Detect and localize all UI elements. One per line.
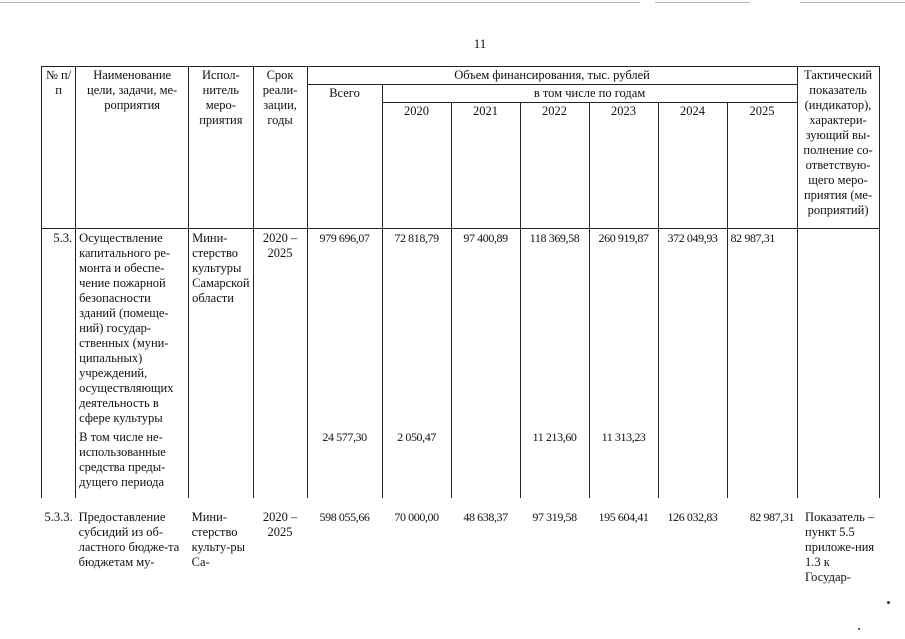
row-executor — [189, 428, 253, 498]
row-value-2025 — [727, 428, 797, 498]
row-indicator: Показатель – пункт 5.5 приложе-ния 1.3 к Государ- — [805, 510, 875, 584]
row-value-2021 — [451, 428, 520, 498]
row-num: 5.3. — [42, 229, 76, 429]
header-year-2020: 2020 — [382, 103, 451, 229]
header-indicator: Тактический показатель (индикатор), характери-зующий вы-полнение со-ответствую-щего меро-приятия (ме-роприятий) — [797, 67, 879, 229]
row-name: Предоставление субсидий из об-ластного бюдже-та бюджетам му- — [78, 510, 180, 569]
row-total: 598 055,66 — [319, 510, 370, 524]
header-year-2022: 2022 — [520, 103, 589, 229]
row-term: 2020 – 2025 — [253, 229, 307, 429]
row-total: 24 577,30 — [307, 428, 382, 498]
row-value-2025: 82 987,31 — [749, 510, 795, 524]
row-value-2023: 260 919,87 — [589, 229, 658, 429]
top-rule-mid — [655, 2, 750, 3]
funding-table — [41, 66, 880, 588]
header-total: Всего — [307, 85, 382, 229]
header-name: Наименование цели, задачи, ме-роприятия — [76, 67, 189, 229]
row-value-2022: 11 213,60 — [520, 428, 589, 498]
row-value-2024: 372 049,93 — [658, 229, 727, 429]
page-number: 11 — [473, 36, 487, 51]
row-total: 979 696,07 — [307, 229, 382, 429]
row-num: 5.3.3. — [44, 510, 73, 524]
row-term: 2020 – 2025 — [262, 510, 298, 539]
header-term: Срок реали-зации, годы — [253, 67, 307, 229]
header-num: № п/п — [42, 67, 76, 229]
scan-speck — [858, 628, 860, 630]
row-value-2025: 82 987,31 — [727, 229, 797, 429]
row-executor: Мини-стерство культу-ры Са- — [191, 510, 246, 569]
table-row — [42, 229, 880, 429]
scan-speck — [887, 601, 890, 604]
header-year-2023: 2023 — [589, 103, 658, 229]
row-indicator — [797, 229, 879, 429]
row-value-2020: 70 000,00 — [394, 510, 439, 524]
row-indicator — [797, 428, 879, 498]
row-value-2024 — [658, 428, 727, 498]
top-rule-right — [800, 2, 905, 3]
row-value-2022: 97 319,58 — [532, 510, 577, 524]
row-num — [42, 428, 76, 498]
header-by-years: в том числе по годам — [382, 85, 797, 103]
header-year-2024: 2024 — [658, 103, 727, 229]
row-value-2020: 72 818,79 — [382, 229, 451, 429]
top-rule-left — [0, 2, 640, 3]
row-executor: Мини-стерство культуры Самарской области — [189, 229, 253, 429]
row-name: Осуществление капитального ре-монта и обеспе-чение пожарной безопасности зданий (помеще-ний) государ-ственных (муни-ципальных) учреждений, осуществляющих деятельность в сфере культуры — [76, 229, 189, 429]
table-row — [42, 498, 880, 588]
header-year-2025: 2025 — [727, 103, 797, 229]
row-value-2024: 126 032,83 — [667, 510, 718, 524]
row-term — [253, 428, 307, 498]
row-value-2023: 11 313,23 — [589, 428, 658, 498]
table-row — [42, 428, 880, 498]
header-funding: Объем финансирования, тыс. рублей — [307, 67, 797, 85]
header-year-2021: 2021 — [451, 103, 520, 229]
row-name: В том числе не-использованные средства преды-дущего периода — [76, 428, 189, 498]
header-executor: Испол-нитель меро-приятия — [189, 67, 253, 229]
row-value-2021: 48 638,37 — [463, 510, 508, 524]
row-value-2023: 195 604,41 — [598, 510, 649, 524]
row-value-2020: 2 050,47 — [382, 428, 451, 498]
row-value-2022: 118 369,58 — [520, 229, 589, 429]
row-value-2021: 97 400,89 — [451, 229, 520, 429]
